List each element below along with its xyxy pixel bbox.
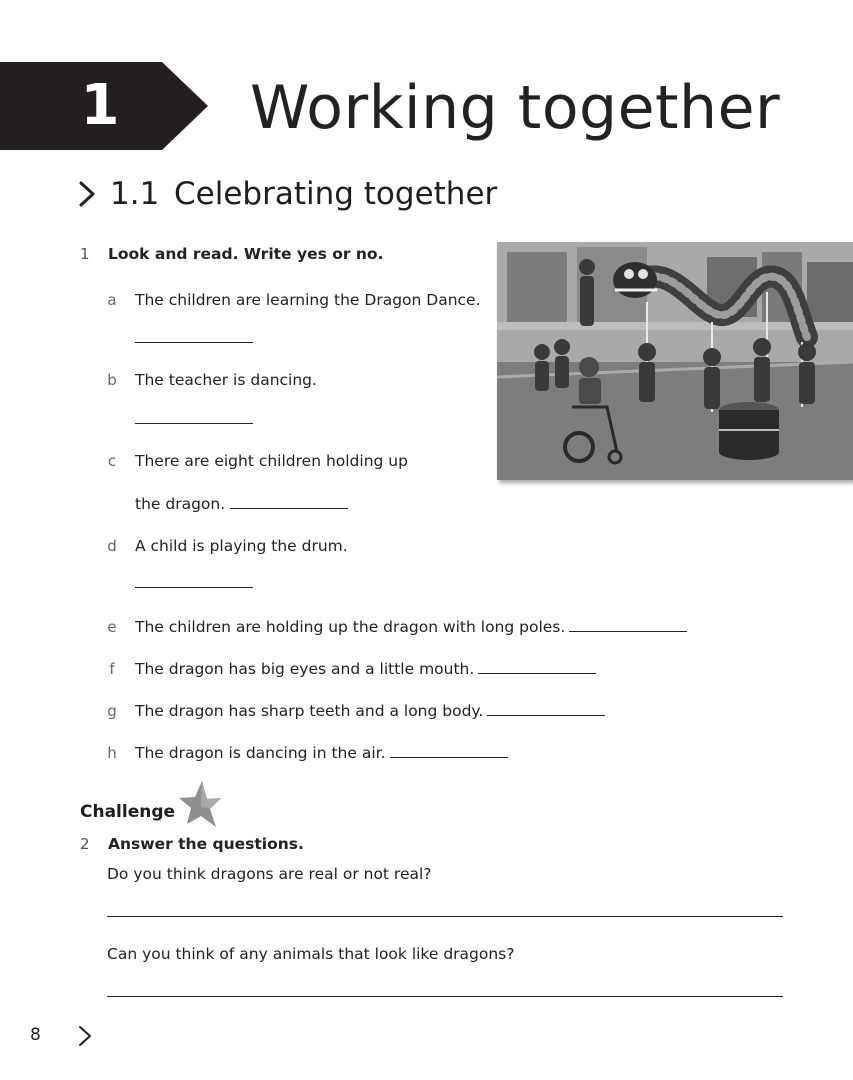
exercise-number: 1 — [80, 245, 90, 263]
item-letter: f — [109, 660, 115, 678]
item-letter: a — [107, 291, 117, 309]
item-text: The children are learning the Dragon Dance. — [135, 291, 481, 309]
answer-line[interactable] — [487, 714, 605, 716]
answer-line[interactable] — [135, 423, 253, 424]
item-letter: h — [107, 744, 117, 762]
section-number: 1.1 — [110, 176, 160, 212]
item-text: There are eight children holding up — [135, 452, 408, 470]
dragon-dance-illustration — [497, 242, 853, 480]
answer-line[interactable] — [107, 996, 783, 997]
item-text: A child is playing the drum. — [135, 537, 348, 555]
star-icon — [170, 779, 222, 829]
section-title: Celebrating together — [174, 176, 498, 212]
page-number: 8 — [30, 1025, 41, 1045]
chevron-right-icon — [78, 1025, 92, 1047]
answer-line[interactable] — [230, 508, 348, 509]
item-text: The dragon is dancing in the air. — [135, 744, 386, 762]
unit-number: 1 — [80, 73, 120, 138]
exercise-instruction: Answer the questions. — [108, 835, 304, 853]
challenge-label: Challenge — [80, 802, 176, 822]
answer-line[interactable] — [135, 342, 253, 343]
item-letter: b — [107, 371, 117, 389]
item-letter: d — [107, 537, 117, 555]
item-text: The dragon has big eyes and a little mouth. — [135, 660, 475, 678]
item-text: The teacher is dancing. — [135, 371, 317, 389]
answer-line[interactable] — [107, 916, 783, 917]
exercise-instruction: Look and read. Write yes or no. — [108, 245, 384, 263]
item-text: The children are holding up the dragon with long poles. — [135, 618, 566, 636]
item-letter: c — [107, 452, 117, 470]
item-letter: g — [107, 702, 117, 720]
answer-line[interactable] — [569, 630, 687, 632]
item-letter: e — [107, 618, 117, 636]
question-text: Can you think of any animals that look like dragons? — [107, 945, 515, 963]
answer-line[interactable] — [478, 672, 596, 674]
unit-title: Working together — [250, 73, 781, 143]
answer-line[interactable] — [135, 587, 253, 588]
item-text: The dragon has sharp teeth and a long body. — [135, 702, 484, 720]
answer-line[interactable] — [390, 756, 508, 758]
exercise-number: 2 — [80, 835, 90, 853]
item-text-continued: the dragon. — [135, 495, 226, 513]
section-chevron-icon — [78, 180, 96, 208]
question-text: Do you think dragons are real or not real? — [107, 865, 432, 883]
